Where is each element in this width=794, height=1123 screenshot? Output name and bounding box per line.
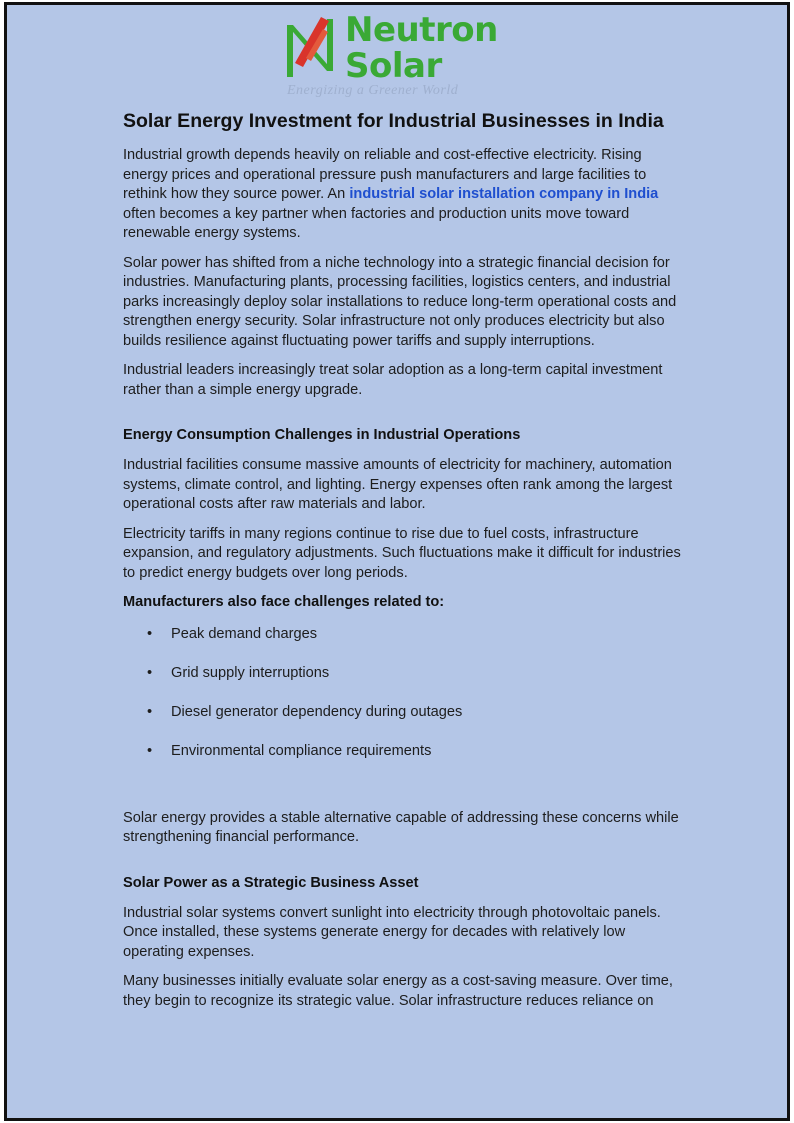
intro-text-before: Industrial growth depends heavily on reliable and cost-effective electricity. Rising energy prices and operational pressure push manufacturers and large facilities to rethink how they source power. An (123, 147, 647, 202)
list-item-text: Peak demand charges (171, 625, 318, 642)
challenges-lead: Manufacturers also face challenges related to: (123, 594, 445, 610)
section2-paragraph-2: Many businesses initially evaluate solar energy as a cost-saving measure. Over time, they begin to recognize its strategic value. Solar infrastructure reduces reliance on (123, 973, 673, 1009)
intro-paragraph (123, 146, 683, 244)
neutron-solar-logo-icon (283, 15, 337, 83)
section-heading-energy-challenges: Energy Consumption Challenges in Industrial Operations (123, 427, 521, 443)
logo-word-solar: Solar (345, 46, 442, 86)
section1-closing: Solar energy provides a stable alternative capable of addressing these concerns while strengthening financial performance. (123, 809, 679, 845)
bullet-icon: • (147, 742, 153, 759)
challenges-list (123, 625, 683, 781)
article-body (123, 109, 683, 1021)
list-item (123, 742, 683, 781)
list-item-text: Diesel generator dependency during outages (171, 703, 463, 720)
section1-paragraph-1: Industrial facilities consume massive amounts of electricity for machinery, automation systems, climate control, and lighting. Energy expenses often rank among the largest operational costs after raw materials and labor. (123, 457, 673, 512)
industrial-solar-link[interactable]: industrial solar installation company in India (349, 186, 659, 202)
intro-text-after: often becomes a key partner when factories and production units move toward renewable energy systems. (123, 205, 630, 241)
document-page (4, 2, 790, 1121)
list-item-text: Grid supply interruptions (171, 664, 330, 681)
bullet-icon: • (147, 625, 153, 642)
list-item-text: Environmental compliance requirements (171, 742, 432, 759)
section2-paragraph-1: Industrial solar systems convert sunlight into electricity through photovoltaic panels. Once installed, these systems generate energy for decades with relatively low operating expenses. (123, 904, 661, 960)
list-item (123, 664, 683, 703)
paragraph-3: Industrial leaders increasingly treat solar adoption as a long-term capital investment rather than a simple energy upgrade. (123, 362, 663, 398)
paragraph-2: Solar power has shifted from a niche technology into a strategic financial decision for industries. Manufacturing plants, processing facilities, logistics centers, and industrial parks increasingly deploy solar installations to reduce long-term operational costs and strengthen energy security. Solar infrastructure not only produces electricity but also builds resilience against fluctuating power tariffs and supply interruptions. (123, 254, 677, 349)
article-title: Solar Energy Investment for Industrial Businesses in India (123, 110, 664, 132)
section1-paragraph-2: Electricity tariffs in many regions continue to rise due to fuel costs, infrastructure expansion, and regulatory adjustments. Such fluctuations make it difficult for industries to predict energy budgets over long periods. (123, 525, 681, 581)
list-item (123, 703, 683, 742)
logo-tagline: Energizing a Greener World (287, 83, 459, 98)
logo-word-neutron: Neutron (345, 10, 498, 50)
section-heading-strategic-asset: Solar Power as a Strategic Business Asset (123, 874, 419, 891)
bullet-icon: • (147, 664, 153, 681)
company-logo (283, 11, 513, 99)
bullet-icon: • (147, 703, 153, 720)
list-item (123, 625, 683, 664)
